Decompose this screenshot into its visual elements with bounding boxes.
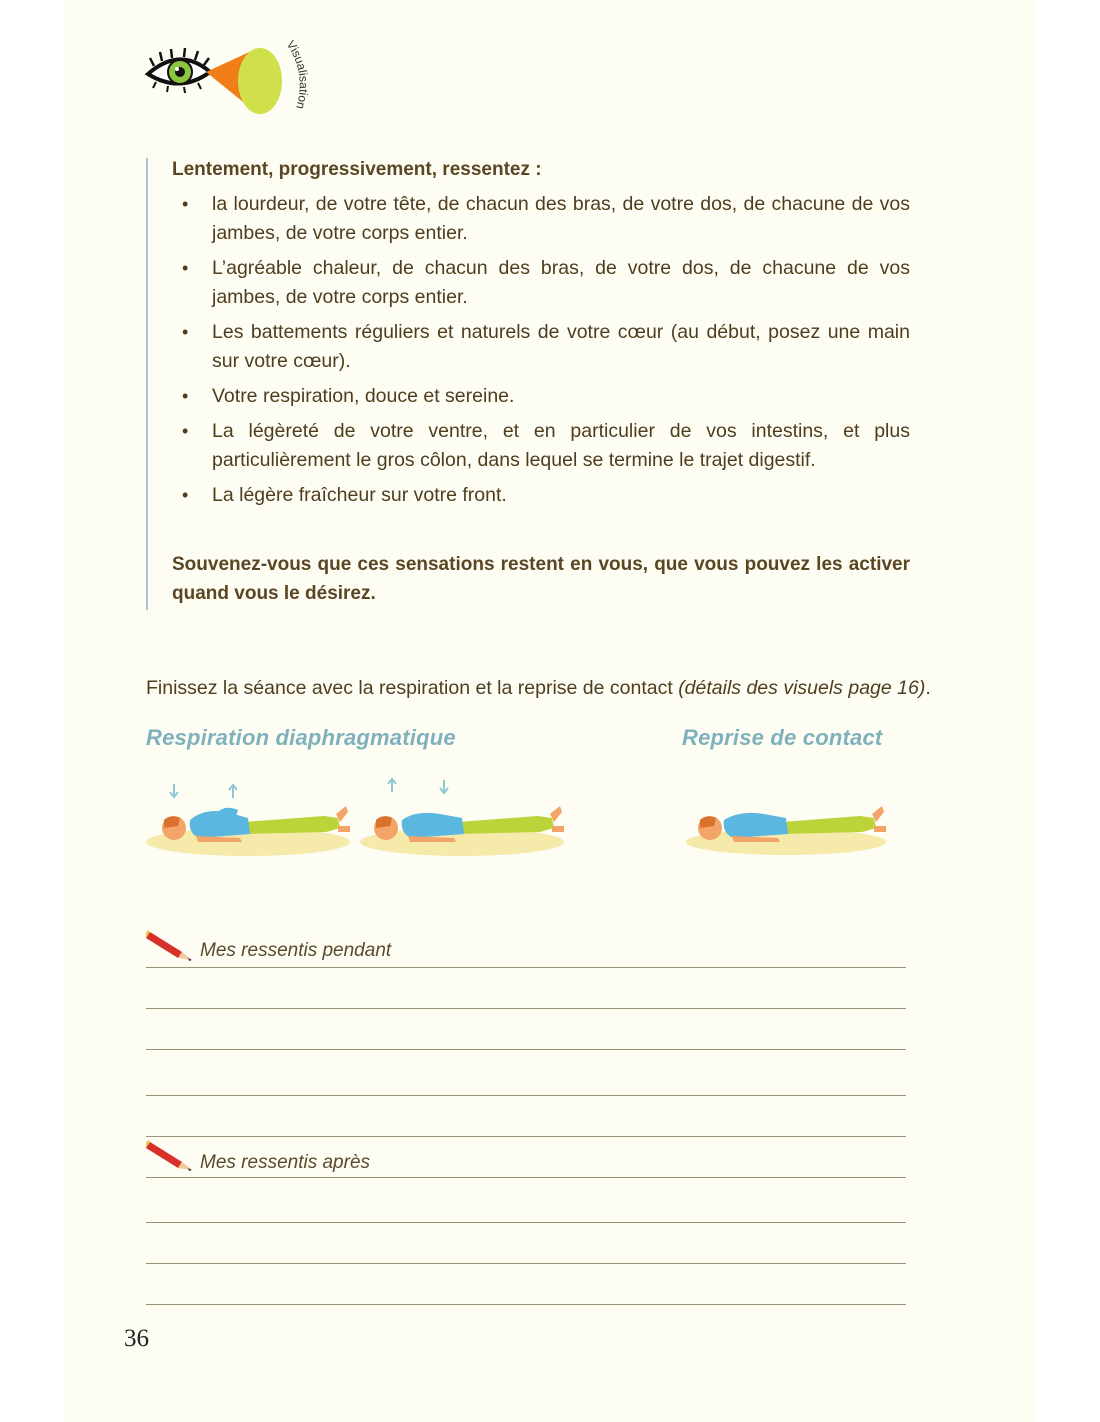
list-item-text: la lourdeur, de votre tête, de chacun des bras, de votre dos, de chacune de vos jambes, de votre corps entier. [212, 193, 910, 244]
writing-line[interactable] [146, 1049, 906, 1050]
bullet-icon: • [182, 322, 189, 342]
writing-line[interactable] [146, 967, 906, 968]
finish-reference: (détails des visuels page 16) [678, 677, 926, 699]
svg-text:Visualisation [284, 38, 311, 111]
writing-line[interactable] [146, 1095, 906, 1096]
finish-text: Finissez la séance avec la respiration et la reprise de contact [146, 677, 679, 699]
sensation-list [172, 190, 910, 516]
finish-end: . [925, 677, 931, 699]
writing-line[interactable] [146, 1177, 906, 1178]
list-item [172, 382, 910, 411]
arrow-up-icon [229, 785, 237, 798]
list-item-text: L’agréable chaleur, de chacun des bras, de votre dos, de chacune de vos jambes, de votre corps entier. [212, 257, 910, 308]
respiration-heading: Respiration diaphragmatique [146, 725, 456, 750]
reprise-heading: Reprise de contact [682, 725, 883, 750]
page-number: 36 [124, 1325, 149, 1352]
list-item [172, 481, 910, 510]
logo-label: Visualisation [283, 37, 311, 111]
list-item [172, 254, 910, 312]
notes-after-label: Mes ressentis après [200, 1152, 371, 1173]
instruction-block [146, 158, 910, 610]
list-item [172, 190, 910, 248]
arrow-down-icon [170, 784, 178, 797]
bullet-icon: • [182, 421, 189, 441]
bullet-icon: • [182, 258, 189, 278]
finish-instruction [146, 677, 931, 700]
eye-icon [148, 48, 210, 93]
breathing-figure-2 [358, 770, 570, 860]
writing-line[interactable] [146, 1304, 906, 1305]
writing-line[interactable] [146, 1263, 906, 1264]
list-item-text: La légère fraîcheur sur votre front. [212, 484, 507, 506]
list-item-text: Les battements réguliers et naturels de votre cœur (au début, posez une main sur votre cœur). [212, 321, 910, 372]
arrow-up-icon [388, 779, 396, 792]
list-item [172, 417, 910, 475]
bullet-icon: • [182, 485, 189, 505]
list-item-text: La légèreté de votre ventre, et en particulier de vos intestins, et plus particulièrement le gros côlon, dans lequel se termine le trajet digestif. [212, 420, 910, 471]
reprise-figure [684, 790, 890, 858]
pencil-icon [146, 928, 196, 962]
list-item-text: Votre respiration, douce et sereine. [212, 385, 515, 407]
pencil-icon [146, 1138, 196, 1172]
bullet-icon: • [182, 386, 189, 406]
notes-during-label: Mes ressentis pendant [200, 940, 392, 961]
visualisation-logo [140, 36, 320, 132]
writing-line[interactable] [146, 1222, 906, 1223]
breathing-figure-1 [144, 776, 356, 860]
writing-line[interactable] [146, 1008, 906, 1009]
arrow-down-icon [440, 780, 448, 793]
list-item [172, 318, 910, 376]
closing-statement: Souvenez-vous que ces sensations restent en vous, que vous pouvez les activer quand vous le désirez. [172, 554, 910, 604]
block-heading: Lentement, progressivement, ressentez : [172, 159, 542, 180]
bullet-icon: • [182, 194, 189, 214]
writing-line[interactable] [146, 1136, 906, 1137]
